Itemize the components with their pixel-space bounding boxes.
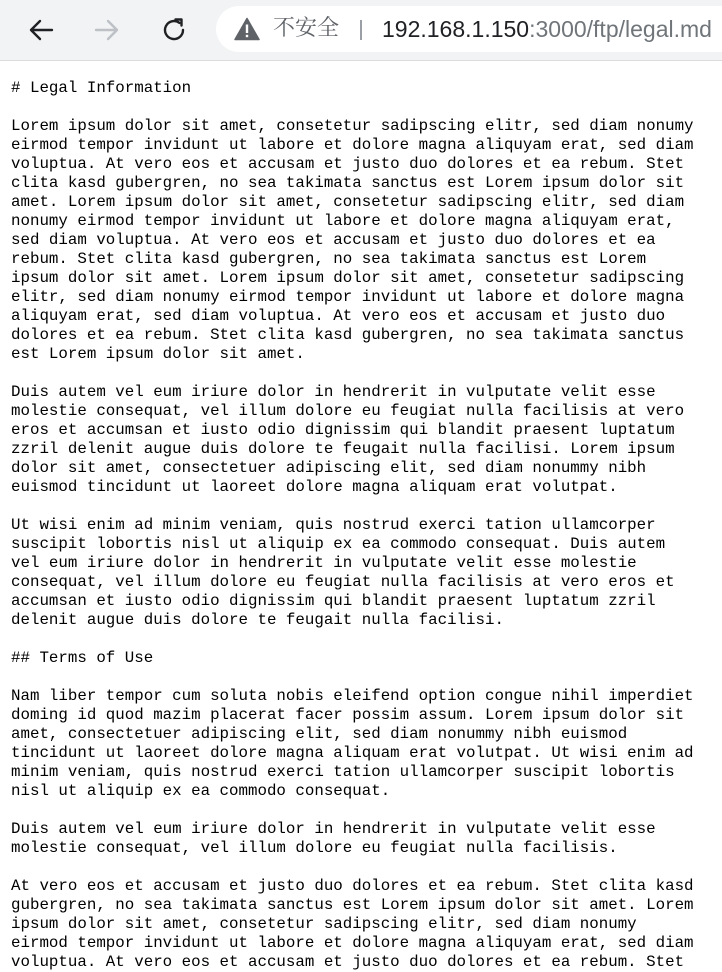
- security-status-label[interactable]: 不安全: [273, 16, 340, 41]
- paragraph: Duis autem vel eum iriure dolor in hendrerit in vulputate velit esse molestie consequat, vel illum dolore eu feugiat nulla facilisis at vero eros et accumsan et iusto odio dignissim qui blandit praesent luptatum zzril delenit augue duis dolore te feugait nulla facilisi. Lorem ipsum dolor sit amet, consectetuer adipiscing elit, sed diam nonummy nibh euismod tincidunt ut laoreet dolore magna aliquam erat volutpat.: [11, 383, 685, 496]
- address-bar[interactable]: [216, 6, 722, 52]
- paragraph: Ut wisi enim ad minim veniam, quis nostrud exerci tation ullamcorper suscipit lobortis nisl ut aliquip ex ea commodo consequat. Duis autem vel eum iriure dolor in hendrerit in vulputate velit esse molestie consequat, vel illum dolore eu feugiat nulla facilisis at vero eros et accumsan et iusto odio dignissim qui blandit praesent luptatum zzril delenit augue duis dolore te feugait nulla facilisi.: [11, 516, 675, 629]
- url-text[interactable]: [382, 15, 712, 43]
- back-button[interactable]: [22, 11, 60, 49]
- paragraph: Duis autem vel eum iriure dolor in hendrerit in vulputate velit esse molestie consequat, vel illum dolore eu feugiat nulla facilisis.: [11, 820, 656, 857]
- warning-triangle-icon: [234, 17, 260, 41]
- markdown-content: [11, 79, 716, 972]
- heading-legal-information: # Legal Information: [11, 79, 192, 97]
- address-separator: [360, 20, 362, 40]
- reload-button[interactable]: [155, 11, 193, 49]
- url-host: 192.168.1.150: [382, 16, 530, 42]
- reload-icon: [160, 16, 188, 44]
- url-path: :3000/ftp/legal.md: [529, 16, 712, 42]
- browser-toolbar: [0, 0, 722, 61]
- paragraph: Lorem ipsum dolor sit amet, consetetur sadipscing elitr, sed diam nonumy eirmod tempor invidunt ut labore et dolore magna aliquyam erat, sed diam voluptua. At vero eos et accusam et justo duo dolores et ea rebum. Stet clita kasd gubergren, no sea takimata sanctus est Lorem ipsum dolor sit amet. Lorem ipsum dolor sit amet, consetetur sadipscing elitr, sed diam nonumy eirmod tempor invidunt ut labore et dolore magna aliquyam erat, sed diam voluptua. At vero eos et accusam et justo duo dolores et ea rebum. Stet clita kasd gubergren, no sea takimata sanctus est Lorem ipsum dolor sit amet. Lorem ipsum dolor sit amet, consetetur sadipscing elitr, sed diam nonumy eirmod tempor invidunt ut labore et dolore magna aliquyam erat, sed diam voluptua. At vero eos et accusam et justo duo dolores et ea rebum. Stet clita kasd gubergren, no sea takimata sanctus est Lorem ipsum dolor sit amet.: [11, 117, 694, 363]
- forward-button[interactable]: [88, 11, 126, 49]
- heading-terms-of-use: ## Terms of Use: [11, 649, 154, 667]
- paragraph: At vero eos et accusam et justo duo dolores et ea rebum. Stet clita kasd gubergren, no sea takimata sanctus est Lorem ipsum dolor sit amet. Lorem ipsum dolor sit amet, consetetur sadipscing elitr, sed diam nonumy eirmod tempor invidunt ut labore et dolore magna aliquyam erat, sed diam voluptua. At vero eos et accusam et justo duo dolores et ea rebum. Stet: [11, 877, 694, 971]
- forward-arrow-icon: [93, 16, 121, 44]
- paragraph: Nam liber tempor cum soluta nobis eleifend option congue nihil imperdiet doming id quod mazim placerat facer possim assum. Lorem ipsum dolor sit amet, consectetuer adipiscing elit, sed diam nonummy nibh euismod tincidunt ut laoreet dolore magna aliquam erat volutpat. Ut wisi enim ad minim veniam, quis nostrud exerci tation ullamcorper suscipit lobortis nisl ut aliquip ex ea commodo consequat.: [11, 687, 694, 800]
- back-arrow-icon: [27, 16, 55, 44]
